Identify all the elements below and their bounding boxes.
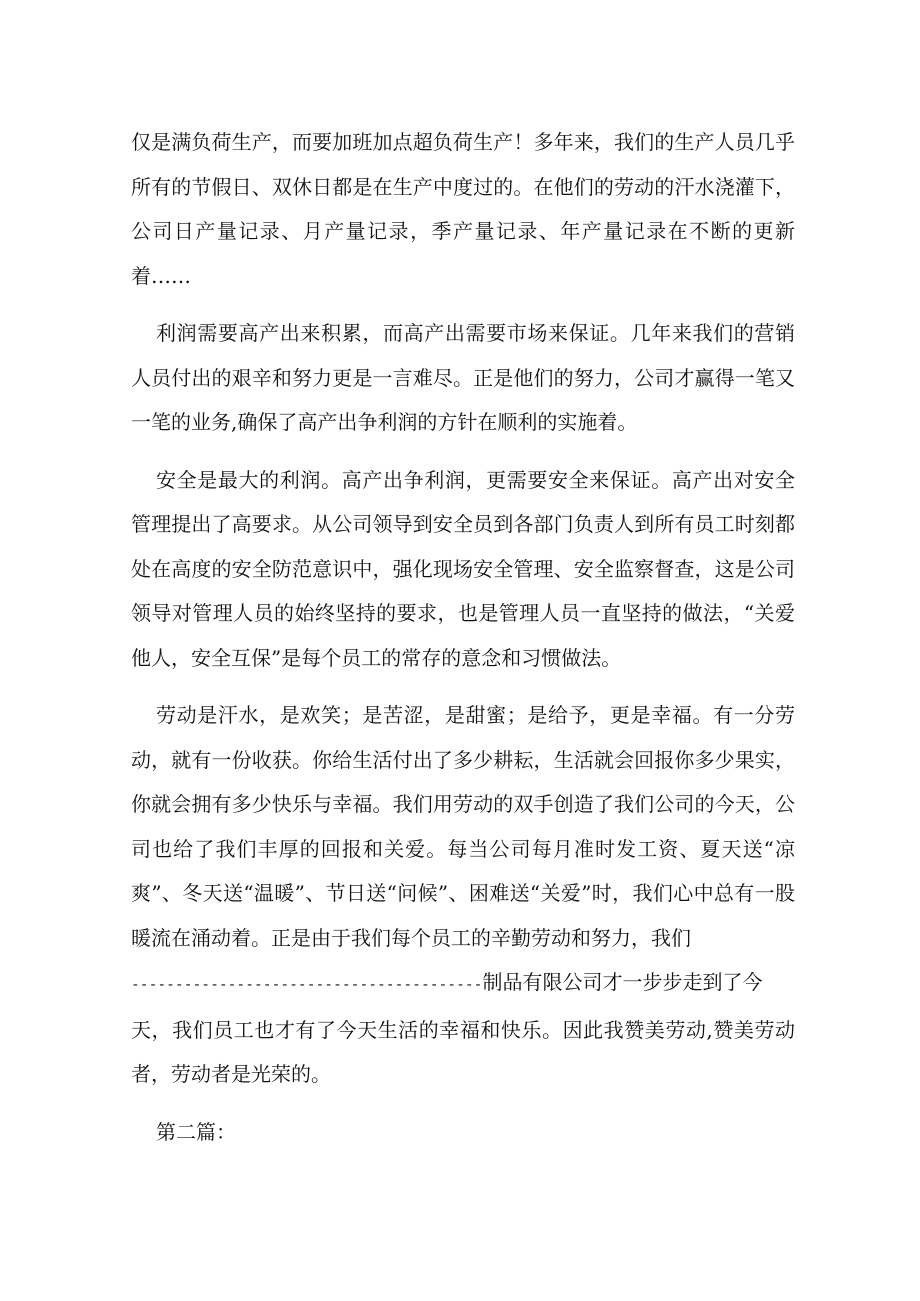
document-body [131,120,795,1167]
labor-text-part2: 天，我们员工也才有了今天生活的幸福和快乐。因此我赞美劳动,赞美劳动者，劳动者是光荣的。 [131,1017,795,1086]
section-heading: 第二篇： [156,1119,236,1144]
paragraph-production: 仅是满负荷生产，而要加班加点超负荷生产！多年来，我们的生产人员几乎所有的节假日、双休日都是在生产中度过的。在他们的劳动的汗水浇灌下，公司日产量记录、月产量记录，季产量记录、年产量记录在不断的更新着…… [131,130,795,288]
labor-text-part1: 劳动是汗水，是欢笑；是苦涩，是甜蜜；是给予，更是幸福。有一分劳动，就有一份收获。你给生活付出了多少耕耘，生活就会回报你多少果实，你就会拥有多少快乐与幸福。我们用劳动的双手创造了我们公司的今天，公司也给了我们丰厚的回报和关爱。每当公司每月准时发工资、夏天送“凉爽”、冬天送“温暖”、节日送“问候”、困难送“关爱”时，我们心中总有一股暖流在涌动着。正是由于我们每个员工的辛勤劳动和努力，我们 [131,703,795,950]
paragraph-safety: 安全是最大的利润。高产出争利润，更需要安全来保证。高产出对安全管理提出了高要求。从公司领导到安全员到各部门负责人到所有员工时刻都处在高度的安全防范意识中，强化现场安全管理、安全监察督查，这是公司领导对管理人员的始终坚持的要求，也是管理人员一直坚持的做法，“关爱他人，安全互保”是每个员工的常存的意念和习惯做法。 [131,467,795,670]
company-name-suffix: 制品有限公司才一步步走到了今 [482,970,763,994]
company-name-line [131,960,795,1008]
company-name-blank: ---------------------------------------- [131,976,483,993]
paragraph-profit: 利润需要高产出来积累，而高产出需要市场来保证。几年来我们的营销人员付出的艰辛和努力更是一言难尽。正是他们的努力，公司才赢得一笔又一笔的业务,确保了高产出争利润的方针在顺利的实施着。 [131,321,795,434]
paragraph-labor [131,693,795,1097]
